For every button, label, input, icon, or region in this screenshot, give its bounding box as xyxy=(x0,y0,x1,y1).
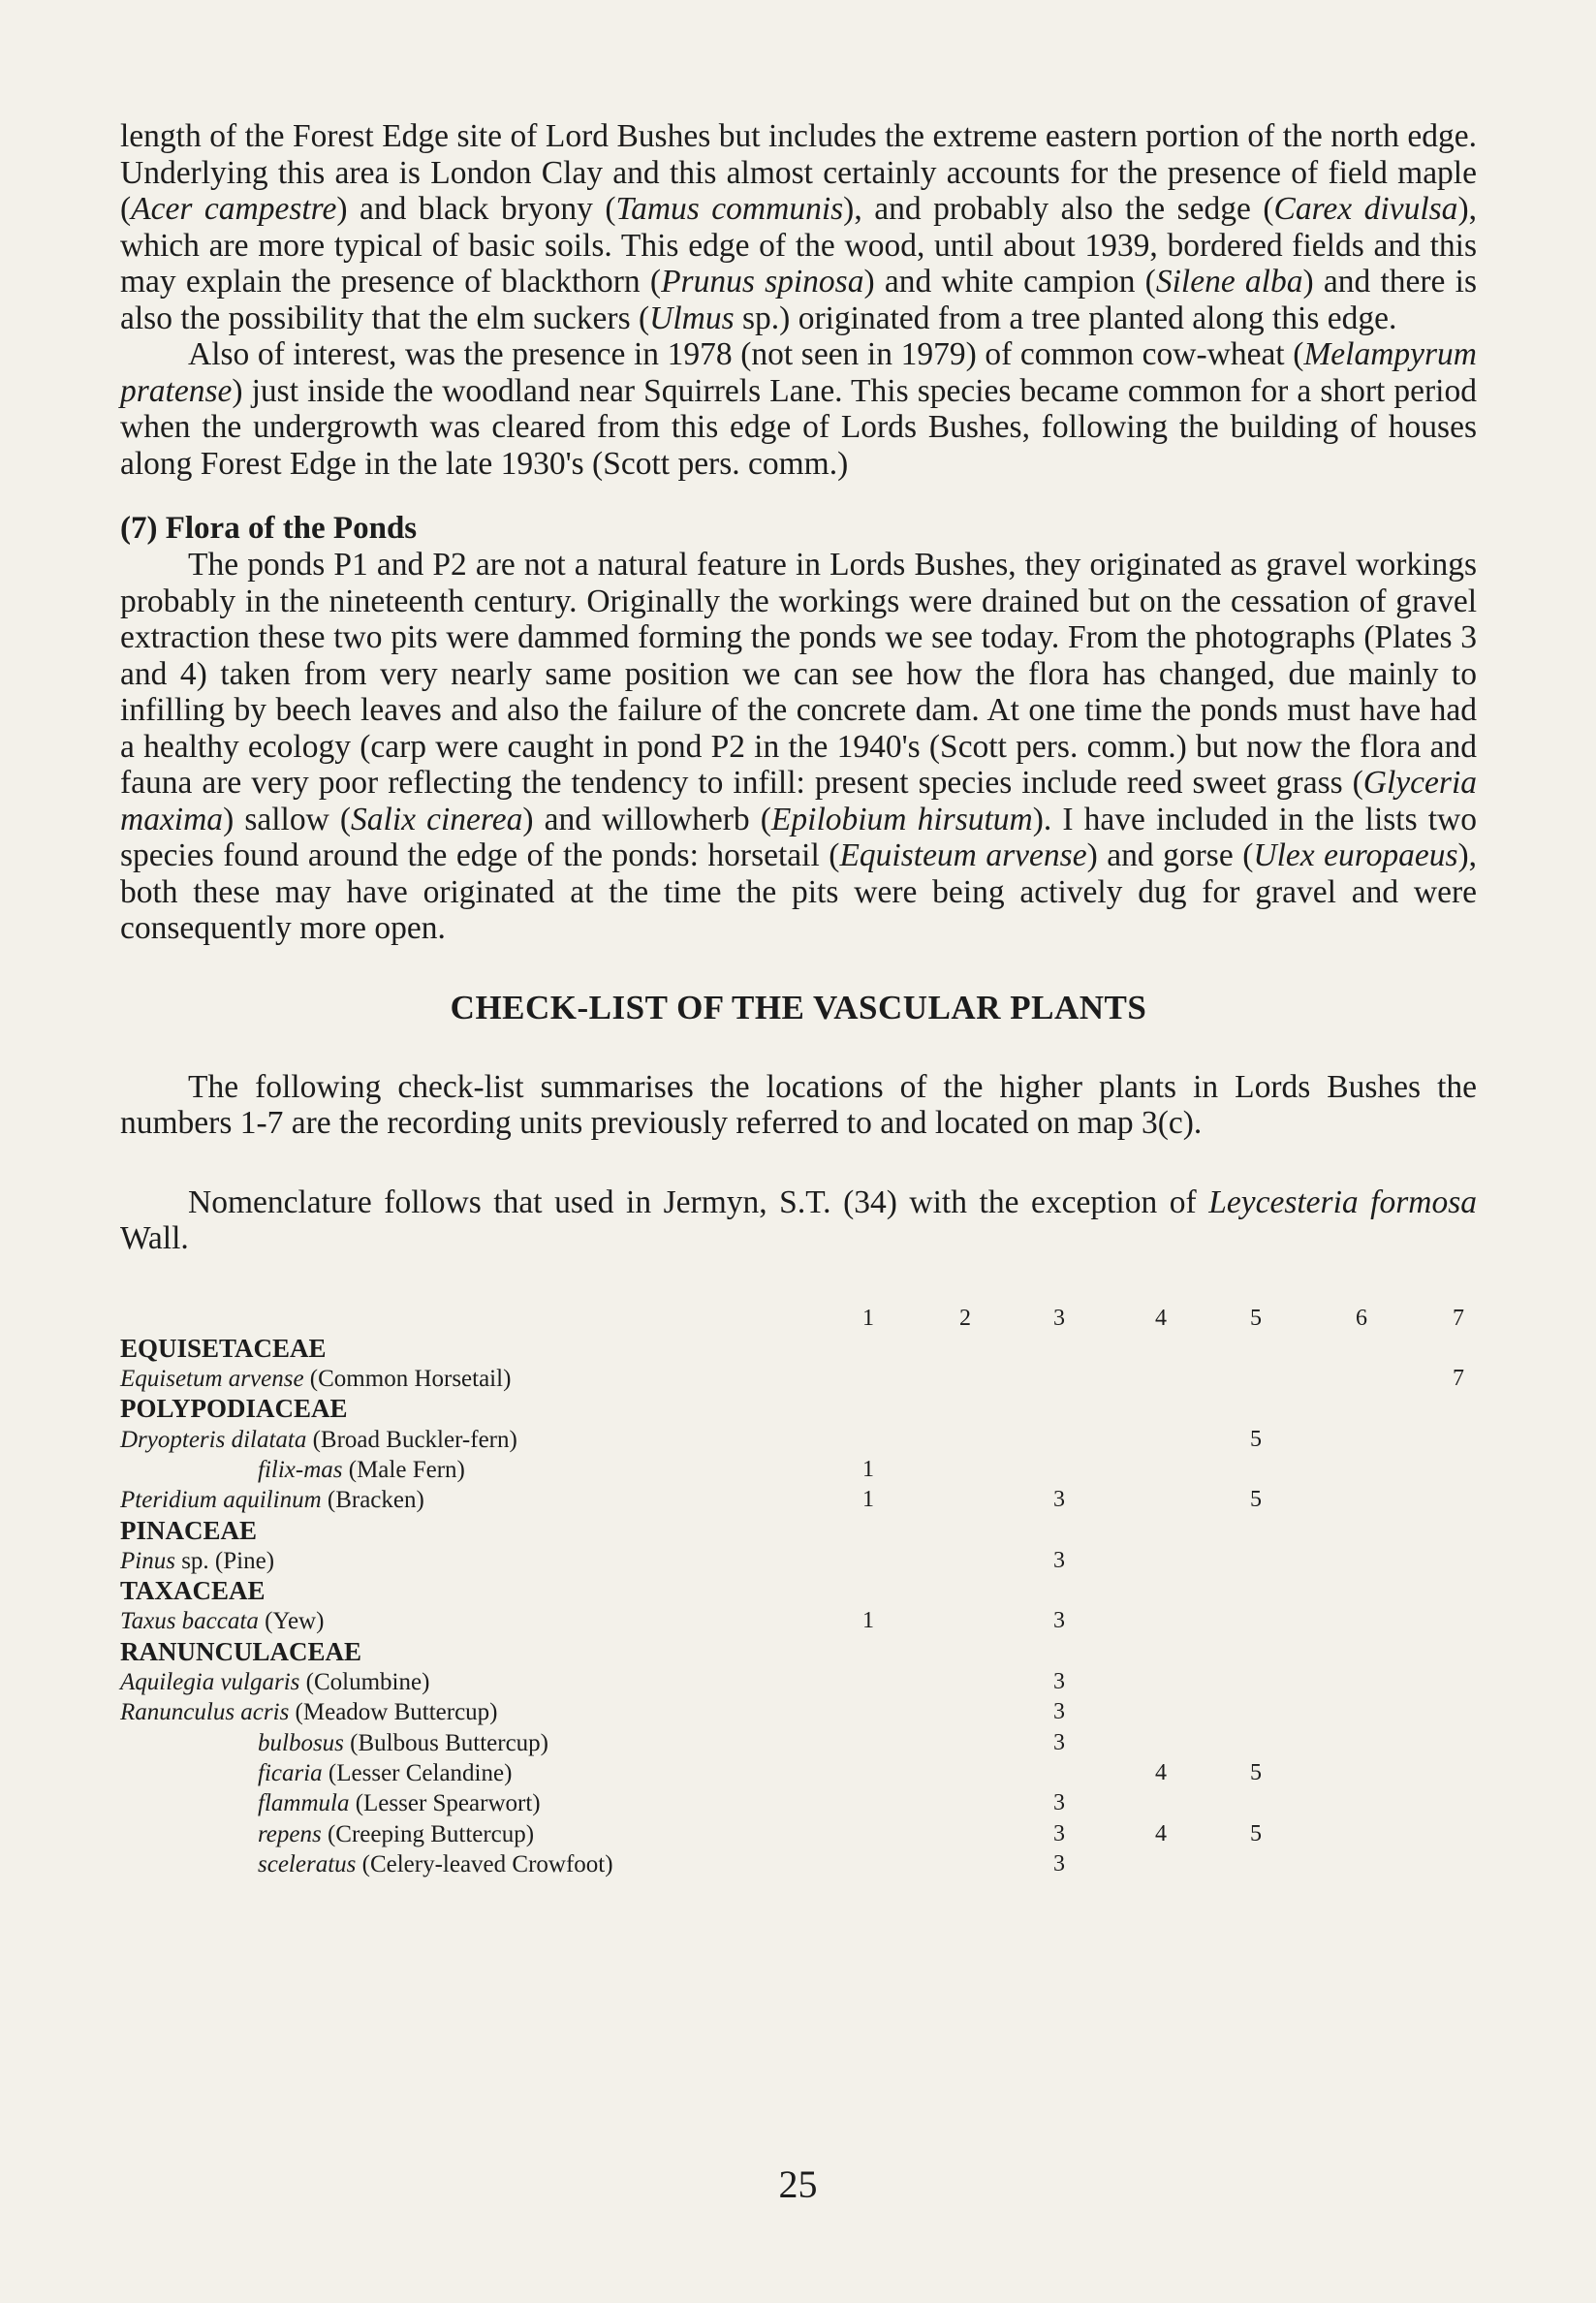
unit-mark: 3 xyxy=(1053,1608,1065,1634)
checklist-rows xyxy=(120,1334,1477,1879)
unit-header: 6 xyxy=(1356,1305,1367,1331)
family-name: TAXACEAE xyxy=(120,1576,266,1606)
species-name: Epilobium hirsutum xyxy=(770,801,1033,837)
unit-mark: 3 xyxy=(1053,1790,1065,1816)
unit-mark: 1 xyxy=(862,1456,874,1482)
family-row xyxy=(120,1637,1477,1667)
unit-mark: 5 xyxy=(1250,1820,1262,1846)
unit-mark: 3 xyxy=(1053,1729,1065,1755)
species-row xyxy=(120,1546,1477,1576)
species-name: Dryopteris dilatata xyxy=(120,1426,307,1453)
paragraph-forest-edge: length of the Forest Edge site of Lord Bushes but includes the extreme eastern portion of the north edge. Underlying this area is London Clay and this almost certainly accounts for the presence of field maple (Acer campestre) and black bryony (Tamus communis), and probably also the sedge (Carex divulsa), which are more typical of basic soils. This edge of the wood, until about 1939, bordered fields and this may explain the presence of blackthorn (Prunus spinosa) and white campion (Silene alba) and there is also the possibility that the elm suckers (Ulmus sp.) originated from a tree planted along this edge. xyxy=(120,118,1477,336)
unit-mark: 4 xyxy=(1155,1820,1167,1846)
species-row xyxy=(120,1849,1477,1879)
family-name: PINACEAE xyxy=(120,1515,258,1545)
species-label: flammula (Lesser Spearwort) xyxy=(258,1790,541,1817)
unit-header: 3 xyxy=(1053,1305,1065,1331)
species-name: repens xyxy=(258,1820,322,1847)
species-row xyxy=(120,1728,1477,1758)
species-name: Silene alba xyxy=(1155,264,1303,300)
unit-mark: 1 xyxy=(862,1608,874,1634)
species-name: Prunus spinosa xyxy=(661,264,864,300)
species-row xyxy=(120,1667,1477,1697)
species-row xyxy=(120,1788,1477,1818)
species-name: Pteridium aquilinum xyxy=(120,1487,322,1514)
unit-mark: 3 xyxy=(1053,1820,1065,1846)
species-label: Dryopteris dilatata (Broad Buckler-fern) xyxy=(120,1426,517,1453)
species-name: Equisteum arvense xyxy=(839,837,1087,873)
paragraph-checklist-intro: The following check-list summarises the locations of the higher plants in Lords Bushes the numbers 1-7 are the recording units previously referred to and located on map 3(c). xyxy=(120,1068,1477,1141)
species-name: Pinus xyxy=(120,1547,175,1574)
unit-mark: 3 xyxy=(1053,1669,1065,1695)
paragraph-nomenclature: Nomenclature follows that used in Jermyn, S.T. (34) with the exception of Leycesteria formosa Wall. xyxy=(120,1183,1477,1256)
unit-header: 2 xyxy=(959,1305,971,1331)
unit-header: 7 xyxy=(1453,1305,1464,1331)
species-name: Salix cinerea xyxy=(351,801,523,837)
family-row xyxy=(120,1334,1477,1364)
species-label: sceleratus (Celery-leaved Crowfoot) xyxy=(258,1850,613,1877)
species-row xyxy=(120,1425,1477,1455)
species-name: Aquilegia vulgaris xyxy=(120,1669,300,1696)
species-name: Taxus baccata xyxy=(120,1608,259,1635)
paragraph-ponds: The ponds P1 and P2 are not a natural feature in Lords Bushes, they originated as gravel workings probably in the nineteenth century. Originally the workings were drained but on the cessation of gravel extraction these two pits were dammed forming the ponds we see today. From the photographs (Plates 3 and 4) taken from very nearly same position we can see how the flora has changed, due mainly to infilling by beech leaves and also the failure of the concrete dam. At one time the ponds must have had a healthy ecology (carp were caught in pond P2 in the 1940's (Scott pers. comm.) but now the flora and fauna are very poor reflecting the tendency to infill: present species include reed sweet grass (Glyceria maxima) sallow (Salix cinerea) and willowherb (Epilobium hirsutum). I have included in the lists two species found around the edge of the ponds: horsetail (Equisteum arvense) and gorse (Ulex europaeus), both these may have originated at the time the pits were being actively dug for gravel and were consequently more open. xyxy=(120,547,1478,946)
species-label: repens (Creeping Buttercup) xyxy=(258,1820,535,1847)
species-label: Aquilegia vulgaris (Columbine) xyxy=(120,1669,430,1696)
section-heading-ponds: (7) Flora of the Ponds xyxy=(120,511,418,546)
species-name: Glyceria maxima xyxy=(120,765,1477,837)
species-row xyxy=(120,1364,1477,1394)
unit-mark: 7 xyxy=(1453,1366,1464,1392)
species-label: Pinus sp. (Pine) xyxy=(120,1547,275,1574)
family-name: RANUNCULACEAE xyxy=(120,1636,362,1666)
species-name: Carex divulsa xyxy=(1273,191,1458,227)
species-name: Acer campestre xyxy=(131,191,337,227)
species-name: Tamus communis xyxy=(615,191,844,227)
family-row xyxy=(120,1516,1477,1546)
species-label: Pteridium aquilinum (Bracken) xyxy=(120,1487,424,1514)
family-row xyxy=(120,1394,1477,1424)
checklist-table xyxy=(120,1304,1477,1880)
species-name: sceleratus xyxy=(258,1850,357,1877)
checklist-heading: CHECK-LIST OF THE VASCULAR PLANTS xyxy=(450,988,1147,1026)
unit-header: 4 xyxy=(1155,1305,1167,1331)
unit-mark: 5 xyxy=(1250,1426,1262,1452)
species-name: bulbosus xyxy=(258,1729,344,1756)
unit-mark: 3 xyxy=(1053,1547,1065,1573)
family-name: EQUISETACEAE xyxy=(120,1333,327,1363)
unit-mark: 5 xyxy=(1250,1487,1262,1513)
species-label: ficaria (Lesser Celandine) xyxy=(258,1759,513,1786)
paragraph-cow-wheat: Also of interest, was the presence in 1978 (not seen in 1979) of common cow-wheat (Melampyrum pratense) just inside the woodland near Squirrels Lane. This species became common for a short period when the undergrowth was cleared from this edge of Lords Bushes, following the building of houses along Forest Edge in the late 1930's (Scott pers. comm.) xyxy=(120,336,1477,482)
page-body xyxy=(120,118,1477,1879)
species-label: bulbosus (Bulbous Buttercup) xyxy=(258,1729,548,1756)
species-label: Taxus baccata (Yew) xyxy=(120,1608,325,1635)
unit-mark: 3 xyxy=(1053,1699,1065,1725)
species-name: Ulmus xyxy=(649,300,735,336)
unit-mark: 3 xyxy=(1053,1850,1065,1877)
species-name: filix-mas xyxy=(258,1456,343,1483)
species-name: Melampyrum pratense xyxy=(120,336,1477,409)
unit-mark: 5 xyxy=(1250,1759,1262,1785)
unit-mark: 1 xyxy=(862,1487,874,1513)
species-name: Equisetum arvense xyxy=(120,1366,304,1393)
unit-mark: 3 xyxy=(1053,1487,1065,1513)
species-name: Ranunculus acris xyxy=(120,1699,290,1726)
unit-header: 1 xyxy=(862,1305,874,1331)
species-row xyxy=(120,1758,1477,1788)
checklist-unit-header xyxy=(120,1304,1477,1334)
species-label: Ranunculus acris (Meadow Buttercup) xyxy=(120,1699,498,1726)
species-name: ficaria xyxy=(258,1759,323,1786)
species-row xyxy=(120,1455,1477,1485)
species-name: flammula xyxy=(258,1790,350,1817)
species-label: Equisetum arvense (Common Horsetail) xyxy=(120,1366,512,1393)
species-row xyxy=(120,1819,1477,1849)
unit-mark: 4 xyxy=(1155,1759,1167,1785)
family-name: POLYPODIACEAE xyxy=(120,1394,348,1424)
species-row xyxy=(120,1485,1477,1515)
species-row xyxy=(120,1697,1477,1727)
family-row xyxy=(120,1576,1477,1606)
unit-header: 5 xyxy=(1250,1305,1262,1331)
species-name: Ulex europaeus xyxy=(1253,837,1458,873)
species-label: filix-mas (Male Fern) xyxy=(258,1456,465,1483)
page-number: 25 xyxy=(778,2162,818,2206)
species-name: Leycesteria formosa xyxy=(1208,1183,1477,1220)
species-row xyxy=(120,1606,1477,1636)
